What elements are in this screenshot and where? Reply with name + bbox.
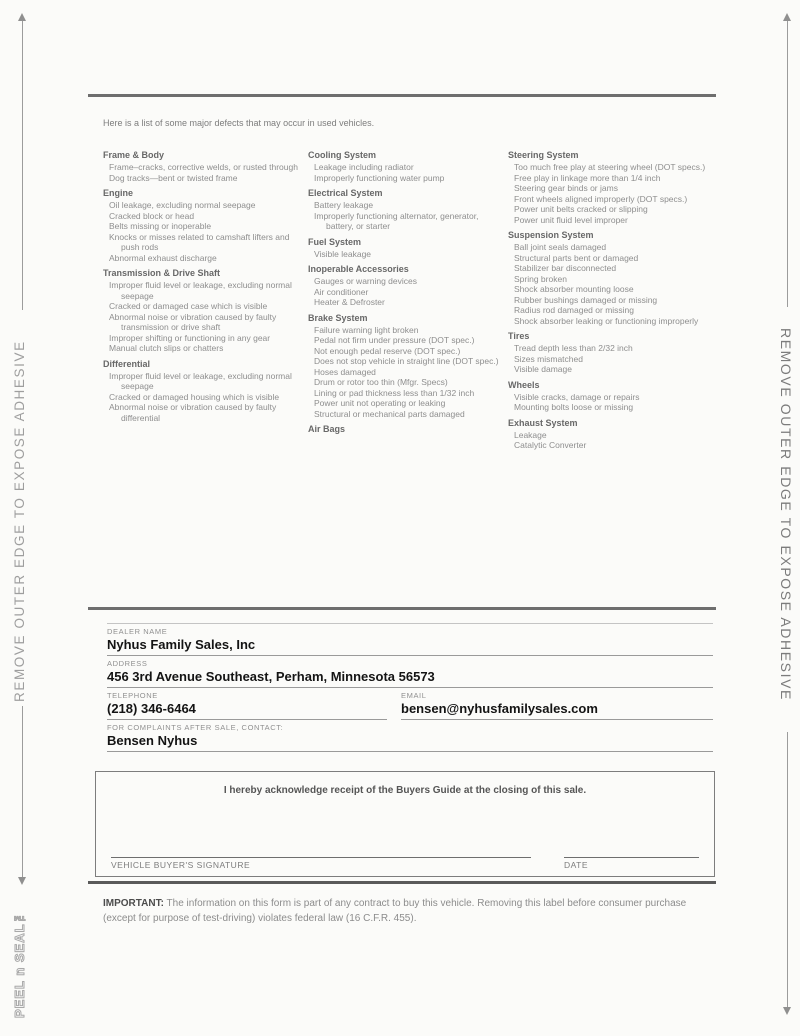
left-bottom-arrow-line bbox=[22, 706, 23, 878]
defect-item: Structural or mechanical parts damaged bbox=[314, 408, 465, 419]
defect-item: Cracked block or head bbox=[109, 210, 195, 221]
defect-section bbox=[508, 150, 713, 225]
peel-n-seal-logo: PEEL n SEAL™ bbox=[12, 907, 27, 1018]
bottom-rule bbox=[88, 881, 716, 884]
defect-item: Knocks or misses related to camshaft lifters and push rods bbox=[109, 231, 290, 252]
complaints-contact-label: FOR COMPLAINTS AFTER SALE, CONTACT: bbox=[107, 723, 284, 732]
defect-section-title: Wheels bbox=[508, 379, 540, 390]
defect-section-title: Differential bbox=[103, 358, 151, 369]
defect-item: Not enough pedal reserve (DOT spec.) bbox=[314, 345, 461, 356]
defect-section-title: Fuel System bbox=[308, 236, 362, 247]
defect-item: Abnormal exhaust discharge bbox=[109, 252, 217, 263]
date-label: DATE bbox=[564, 860, 589, 870]
defect-item: Too much free play at steering wheel (DOT specs.) bbox=[514, 162, 706, 172]
defect-item: Sizes mismatched bbox=[514, 353, 583, 364]
acknowledgment-statement: I hereby acknowledge receipt of the Buyers Guide at the closing of this sale. bbox=[223, 785, 587, 796]
telephone-value: (218) 346-6464 bbox=[107, 701, 196, 716]
defect-item: Visible leakage bbox=[314, 248, 372, 259]
dealer-name-label: DEALER NAME bbox=[107, 627, 168, 636]
defect-section bbox=[103, 188, 301, 263]
defect-item: Improperly functioning alternator, generator, battery, or starter bbox=[314, 210, 479, 231]
buyer-signature-label: VEHICLE BUYER'S SIGNATURE bbox=[111, 860, 251, 870]
defect-item: Gauges or warning devices bbox=[314, 276, 418, 286]
acknowledgment-box bbox=[95, 771, 715, 877]
defect-item: Visible damage bbox=[514, 364, 572, 374]
defect-section bbox=[103, 268, 301, 354]
defect-item: Drum or rotor too thin (Mfgr. Specs) bbox=[314, 377, 448, 387]
right-bottom-arrow-line bbox=[787, 732, 788, 1008]
telephone-label: TELEPHONE bbox=[107, 691, 158, 700]
right-bottom-arrow-down-icon bbox=[783, 1007, 791, 1015]
defect-item: Heater & Defroster bbox=[314, 297, 385, 307]
email-value: bensen@nyhusfamilysales.com bbox=[401, 701, 598, 716]
defect-item: Spring broken bbox=[514, 273, 567, 284]
date-line bbox=[564, 857, 699, 858]
defect-section-title: Electrical System bbox=[308, 188, 383, 198]
defect-item: Dog tracks—bent or twisted frame bbox=[109, 172, 238, 183]
defect-item: Front wheels aligned improperly (DOT specs.) bbox=[514, 193, 688, 204]
left-edge-instruction: REMOVE OUTER EDGE TO EXPOSE ADHESIVE bbox=[12, 340, 27, 702]
defect-section-title: Cooling System bbox=[308, 150, 377, 160]
important-label: IMPORTANT: bbox=[103, 898, 164, 909]
defect-item: Power unit fluid level improper bbox=[514, 214, 628, 225]
defect-section bbox=[308, 150, 504, 183]
email-field bbox=[401, 688, 713, 720]
defect-section-title: Transmission & Drive Shaft bbox=[103, 268, 221, 278]
defect-item: Leakage bbox=[514, 429, 547, 440]
defect-column-2 bbox=[308, 150, 504, 440]
dealer-name-field bbox=[107, 623, 713, 656]
defect-item: Catalytic Converter bbox=[514, 440, 587, 450]
defect-section bbox=[308, 188, 504, 232]
defect-item: Free play in linkage more than 1/4 inch bbox=[514, 172, 661, 183]
defect-item: Ball joint seals damaged bbox=[514, 242, 607, 252]
dealer-name-value: Nyhus Family Sales, Inc bbox=[107, 637, 256, 652]
defect-item: Battery leakage bbox=[314, 200, 374, 210]
buyer-signature-line bbox=[111, 857, 531, 858]
defect-section bbox=[308, 424, 504, 435]
left-top-arrow-line bbox=[22, 20, 23, 310]
defect-item: Air conditioner bbox=[314, 286, 369, 297]
defect-section-title: Steering System bbox=[508, 150, 579, 160]
defect-item: Rubber bushings damaged or missing bbox=[514, 294, 658, 305]
defect-section bbox=[308, 313, 504, 420]
defect-item: Lining or pad thickness less than 1/32 inch bbox=[314, 387, 475, 398]
defect-item: Steering gear binds or jams bbox=[514, 183, 618, 193]
defect-item: Frame–cracks, corrective welds, or rusted through bbox=[109, 162, 298, 172]
defect-section bbox=[508, 331, 713, 375]
defect-item: Pedal not firm under pressure (DOT spec.) bbox=[314, 335, 475, 345]
defects-intro-text: Here is a list of some major defects that may occur in used vehicles. bbox=[103, 118, 375, 128]
defect-item: Improper fluid level or leakage, excluding normal seepage bbox=[109, 370, 292, 391]
defect-item: Abnormal noise or vibration caused by faulty differential bbox=[109, 402, 277, 423]
defect-item: Visible cracks, damage or repairs bbox=[514, 391, 640, 402]
defect-section bbox=[508, 230, 713, 326]
defect-section bbox=[103, 359, 301, 424]
defect-section bbox=[103, 150, 301, 183]
right-edge-instruction: REMOVE OUTER EDGE TO EXPOSE ADHESIVE bbox=[778, 328, 794, 701]
defect-item: Stabilizer bar disconnected bbox=[514, 263, 617, 273]
defect-section bbox=[508, 418, 713, 451]
defect-item: Mounting bolts loose or missing bbox=[514, 402, 634, 412]
important-text: The information on this form is part of any contract to buy this vehicle. Removing this label before consumer purchase (except for purpose of test-driving) violates federal law (16 C.F.R. 455). bbox=[103, 898, 687, 924]
defect-item: Radius rod damaged or missing bbox=[514, 305, 635, 315]
defect-section-title: Frame & Body bbox=[103, 150, 165, 160]
defect-item: Shock absorber mounting loose bbox=[514, 284, 634, 294]
right-top-arrow-line bbox=[787, 20, 788, 307]
defect-item: Improper fluid level or leakage, excluding normal seepage bbox=[109, 280, 292, 301]
top-rule bbox=[88, 94, 716, 97]
address-field bbox=[107, 656, 713, 688]
defect-section-title: Inoperable Accessories bbox=[308, 264, 409, 274]
defect-item: Manual clutch slips or chatters bbox=[109, 343, 224, 353]
defect-item: Shock absorber leaking or functioning improperly bbox=[514, 315, 699, 326]
defect-section-title: Tires bbox=[508, 331, 530, 341]
complaints-contact-field bbox=[107, 720, 713, 752]
defect-item: Tread depth less than 2/32 inch bbox=[514, 343, 633, 353]
defect-section bbox=[508, 380, 713, 413]
defect-item: Belts missing or inoperable bbox=[109, 221, 212, 231]
defect-item: Does not stop vehicle in straight line (DOT spec.) bbox=[314, 356, 499, 366]
complaints-contact-value: Bensen Nyhus bbox=[107, 733, 198, 748]
telephone-field bbox=[107, 688, 387, 720]
defect-item: Failure warning light broken bbox=[314, 324, 419, 335]
defect-section-title: Brake System bbox=[308, 312, 368, 323]
defect-item: Hoses damaged bbox=[314, 366, 376, 377]
defect-item: Improperly functioning water pump bbox=[314, 172, 445, 183]
address-value: 456 3rd Avenue Southeast, Perham, Minnesota 56573 bbox=[107, 669, 435, 684]
defect-item: Power unit not operating or leaking bbox=[314, 398, 446, 408]
defect-section bbox=[308, 237, 504, 260]
defect-item: Cracked or damaged housing which is visible bbox=[109, 391, 280, 402]
defect-column-3 bbox=[508, 150, 713, 456]
defect-section-title: Air Bags bbox=[308, 424, 346, 434]
left-bottom-arrow-down-icon bbox=[18, 877, 26, 885]
defect-item: Structural parts bent or damaged bbox=[514, 252, 639, 263]
defect-section-title: Suspension System bbox=[508, 230, 594, 240]
defect-item: Abnormal noise or vibration caused by faulty transmission or drive shaft bbox=[109, 311, 277, 332]
defect-section-title: Engine bbox=[103, 188, 134, 198]
defect-column-1 bbox=[103, 150, 301, 428]
email-label: EMAIL bbox=[401, 691, 427, 700]
defect-section-title: Exhaust System bbox=[508, 417, 578, 428]
important-notice bbox=[103, 897, 715, 926]
defect-item: Leakage including radiator bbox=[314, 162, 414, 172]
dealer-info-form bbox=[107, 623, 713, 752]
address-label: ADDRESS bbox=[107, 659, 148, 668]
defect-item: Oil leakage, excluding normal seepage bbox=[109, 200, 256, 210]
left-top-arrow-up-icon bbox=[18, 13, 26, 21]
defect-item: Cracked or damaged case which is visible bbox=[109, 301, 268, 311]
telephone-email-row bbox=[107, 688, 713, 720]
right-top-arrow-up-icon bbox=[783, 13, 791, 21]
defect-item: Power unit belts cracked or slipping bbox=[514, 204, 648, 214]
defect-item: Improper shifting or functioning in any gear bbox=[109, 332, 271, 343]
middle-rule bbox=[88, 607, 716, 610]
defect-section bbox=[308, 264, 504, 308]
